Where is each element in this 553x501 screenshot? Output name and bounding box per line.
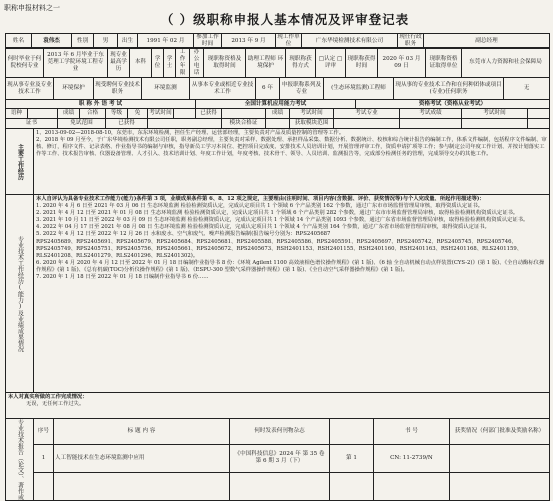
computer-score-label: 成绩 [266,109,290,119]
degree-label: 现专业最高学历 [108,48,130,78]
cert-value: 助理工程师 环境保护 [246,48,286,78]
work-history-content [34,129,550,195]
achievement-item-1: 1. 2020 年 4 月 6 日至 2021 年 03 月 06 日 生态环境监测 检验检测资质认定，完成认定项目共 1 个领域 6 个产品类别 162 个参数，通过广东市市场监督管理局审核，取得资质认定证书。 [36,203,484,210]
apply-series-value: (生态环境监测)工程师 [324,78,394,100]
cert-label: 现职称资格及取得时间 [204,48,246,78]
papers-header-title: 标 题 内 容 [54,419,230,445]
cert-date-label: 现职称获得时间 [346,48,378,78]
level-label: 等级 [106,109,128,119]
certificate-label: 证书 [6,119,58,129]
module-cert-value [266,119,290,129]
paper-row-isbn: CN: 11-2739/N [374,444,450,472]
office-label: 办公电话 [190,48,204,78]
apply-series-label: 申报职称系列及专业 [280,78,324,100]
cert-method-label: 现职称获得方式 [286,48,316,78]
papers-table [5,418,550,501]
position-value: 副总经理 [424,34,550,49]
birth-value: 1991 年 02 月 [138,34,194,49]
education-table [5,47,550,78]
module-cert-label: 模块合格证 [222,119,266,129]
work-start-value: 2013 年 9 月 [222,34,276,49]
name-label: 姓名 [6,34,32,49]
exempt-obtained-value [148,119,222,129]
specialty-value: 环境保护 [54,78,94,100]
statement-content [6,393,550,419]
language-label: 语种 [6,109,28,119]
exam-spacer [528,109,550,119]
exempt-range-label: 免试范围 [58,119,106,129]
achievement-item-4: 4. 2022 年 04 月 17 日至 2021 年 08 月 08 日 生态环境监测 检验检测资质认定，完成认定项目共 1 个领域 4 个产品类别 164 个参数，通过广东省市场监督管理局审核，取得资质认定证书。 [36,224,490,231]
exempt-obtained-label: 已获得 [106,119,148,129]
unit-value: 广东华境检测技术有限公司 [302,34,398,49]
achievement-item-3: 3. 2021 年 10 月 11 日至 2022 年 03 月 09 日 生态环境监测 检验检测资质认定，完成认定项目共 1 个领域 14 个产品类别 1093 个参数，通过广东省市场监督管理局审核，取得检验检测机构资质认定证书。 [36,217,529,224]
papers-header-isbn: 书 号 [374,419,450,445]
degree2-label: 学位 [152,48,164,78]
position-label: 现任行政职务 [399,34,422,47]
paper-empty-3 [230,472,330,500]
paper-empty-1 [34,472,54,500]
achievement-side-label: 专业技术工作经历(能力)及业绩成果情况 [6,195,34,393]
name-value: 袁伟杰 [32,34,72,49]
graduation-value: 2013 年 6 月毕业于东莞理工学院环境工程专业 [44,48,108,78]
papers-header-rank [330,419,374,445]
achievement-item-2: 2. 2021 年 4 月 12 日至 2021 年 01 月 08 日 生态环境监测 检验检测资质认定，完成认定项目共 1 个领域 6 个产品类别 282 个参数，通过广东市市场监督管理局审核，取得检验检测机构资质认定证书。 [36,210,519,217]
paper-empty-6 [450,472,550,500]
paper-row-journal: 《中国科技信息》2024 年 第 35 卷 第 6 期 3 月（下） [230,444,330,472]
achievement-content [34,195,550,393]
graduation-label: 何时毕业于何院校何专业 [6,48,44,78]
employed-value: 环境监测 [142,78,190,100]
employed-label: 现受聘何专业技术职务 [94,78,142,100]
statement-text: 无误，无任何工作过失。 [26,401,85,408]
score-label: 成绩 [58,109,80,119]
achievement-item-8: 7. 2020 年 1 月 18 日至 2022 年 01 月 18 日编制作业指导书 6 份…… [36,274,209,281]
work-start-label: 参加工作时间 [194,34,222,49]
exam-spacer-2 [528,119,550,129]
computer-exam-header: 全国计算机应用能力考试 [196,100,356,109]
work-history-table [5,128,550,195]
birth-label: 出生 [118,34,138,49]
paper-row-award [450,444,550,472]
papers-header-journal: 何时发表何刊物杂志 [230,419,330,445]
unit-label: 现工作单位 [277,34,300,47]
cert-issuer-label: 现职称资格证取得单位 [426,48,462,78]
paper-empty-4 [330,472,374,500]
gender-value: 男 [94,34,118,49]
computer-obtained-value [222,109,266,119]
material-label: 职称申报材料之一 [4,4,60,12]
achievement-intro: 本人自评认为具备专业技术工作能力(能力)条件第 3 项，业绩成果条件第 6、8、12 项之规定，主要理由(注明时间、项目内容(含数据、评价、获奖情况等)与个人完成量、所起作用描述等)： [36,196,485,202]
score-value: 合格 [80,109,106,119]
group-role-label: 现从事的专业技术工作和在何种团体或项目(专业)任何职务 [394,78,504,100]
cert-issuer-value: 东莞市人力资源和社会保障局 [462,48,550,78]
cert-date-value: 2020 年 03 月 09 日 [378,48,426,78]
degree-value: 本科 [130,48,152,78]
years-in-field-value: 6 年 [256,78,280,100]
exam-detail-table [5,108,550,129]
statement-table [5,392,550,419]
paper-empty-2 [54,472,230,500]
computer-obtained-label: 已获得 [196,109,222,119]
papers-header-award: 获奖情况（何部门批准及奖励名称） [450,419,550,445]
years-label: 工作年限 [176,48,190,78]
work-history-line-2: 2、2018 年 09 月至今，于广东华境检测技术有限公司任职，职务副总经理，主要负责对采样、数据处理、承担样品采集、数据分析、数据统计、校核和综合统计报告的编制工作，体系文件编制，包括程序文件编制、审核、修订，程序文件、记录表格、作业指导书的编制与审核，指导新员工学习本岗位、把控项目完成度、安排技术人员培训计划，开展管理评审工作，资质申请扩项等工作；参与制定公司年度工作计划、并按计划落实工作等工作、技术报告审核、仪器设备管理、人才引入、技术培训计划、年度工作计划，年度考核、技术骨干、领导、人员培训、监测报告等，完成部分检测任务的管理，完成领导交办的其他工作。 [36,137,547,158]
qual-time-label: 考试时间 [462,109,528,119]
specialty-table [5,77,550,100]
achievement-item-6: RPS2405689、RPS2405691、RPS2405679、RPS2405684、RPS2405681、RPS2405588、RPS2405586、RPS2405591、RPS2405697、RPS2405742、RPS2405745、RPS2405746、RPS2405749、RPS2405751、RPS2405756、RPS2405661、RPS2405672、RPS2405673、RSH2401153、RSH2401155、RSH2401160、RSH2401163、RSH2401168、RLS2401159、RLS2401208、RLS2401279、RLS2401296、RLS2401302)。 [36,238,523,259]
achievement-table [5,194,550,393]
papers-header-no: 序号 [34,419,54,445]
qual-time-value [462,119,528,129]
years-in-field-label: 从事本专业或相近专业技术工作 [190,78,256,100]
degree2-value: 学士 [164,48,176,78]
qual-subject-label: 考试专业 [334,109,400,119]
gender-label: 性别 [72,34,94,49]
computer-time-label: 考试时间 [290,109,334,119]
language-value [28,109,58,119]
paper-empty-5 [374,472,450,500]
work-history-line-1: 1、2013-09-02—2018-08-10，东莞市，东东环境检测，担任生产经理、运营部经理，主要负责对产品及质量控制的管理等工作。 [36,130,345,136]
exam-time-label: 考试时间 [148,109,174,119]
qual-score-value [400,119,462,129]
specialty-label: 现从事专业及专业技术工作 [6,78,54,100]
work-history-label: 主要工作经历 [6,129,34,195]
exam-time-value [174,109,196,119]
group-role-value: 无 [504,78,550,100]
statement-label: 本人对真实所做的工作完成情况： [8,394,88,400]
papers-side-label: 专业技术报告（论文）、著作或 [6,419,34,501]
qualification-exam-header: 资格考试（资格从业考试） [356,100,550,109]
achievement-item-7: 6. 2020 年 4 月 2020 年 4 月 12 日至 2022 年 01 月 18 日编制作业指导书 8 份：《环境 Agilent 1100 高效液相色谱仪操作规程》(第 1 版)、《6 轴 全自动机械自动点样装置(CYS-2)》(第 1 版)、《全自动酶标仪操作规程》(第 1 版)、《总有机碳(TOC)分析仪操作规程》(第 1 版)、《ESPU-300 型数气采样器操作规程》(第 1 版)、《全自动空气采样器操作规程》(第 1 版)。 [36,259,545,273]
achievement-item-5: 5. 2022 年 4 月 12 日至 2022 年 12 月 26 日 水和废水、空气和废气、噪声检测报告编制(报告编号分别为：RPS2405687 [36,231,331,238]
module-range-label: 获取模块范围 [290,119,334,129]
form-title: （ ）级职称申报人基本情况及评审登记表 [160,12,410,27]
level-value: 免 [128,109,148,119]
paper-row-rank: 第 1 [330,444,374,472]
cert-method-value: □认定 □评审 [316,48,346,78]
paper-row-no: 1 [34,444,54,472]
qual-score-label: 考试成绩 [400,109,462,119]
qual-subject-value [334,119,400,129]
foreign-language-header: 职 称 外 语 考 试 [6,100,196,109]
paper-row-title: 人工智能技术在生态环境监测中应用 [54,444,230,472]
